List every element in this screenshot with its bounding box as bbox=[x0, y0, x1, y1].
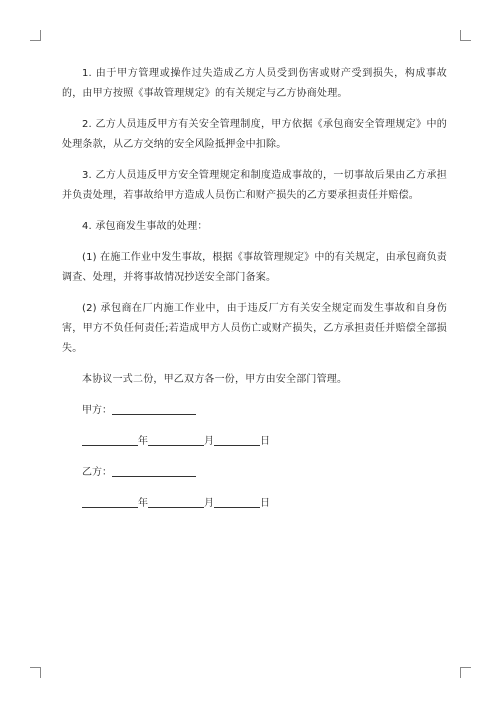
clause-1: 1. 由于甲方管理或操作过失造成乙方人员受到伤害或财产受到损失，构成事故的，由甲方按照《事故管理规定》的有关规定与乙方协商处理。 bbox=[62, 68, 447, 99]
clause-3: 3. 乙方人员违反甲方安全管理规定和制度造成事故的，一切事故后果由乙方承担并负责处理，若事故给甲方造成人员伤亡和财产损失的乙方要承担责任并赔偿。 bbox=[62, 170, 447, 201]
party-a-year-blank[interactable] bbox=[82, 432, 138, 446]
year-label: 年 bbox=[138, 498, 148, 509]
party-a-label: 甲方： bbox=[82, 405, 112, 416]
party-b-signature-line bbox=[62, 463, 447, 483]
clause-4-item-2: (2) 承包商在厂内施工作业中，由于违反厂方有关安全规定而发生事故和自身伤害，甲方不负任何责任;若造成甲方人员伤亡或财产损失，乙方承担责任并赔偿全部损失。 bbox=[62, 303, 447, 354]
document-body bbox=[62, 64, 447, 525]
party-b-date-line bbox=[62, 494, 447, 514]
month-label: 月 bbox=[204, 498, 214, 509]
clause-2: 2. 乙方人员违反甲方有关安全管理制度，甲方依据《承包商安全管理规定》中的处理条款，从乙方交纳的安全风险抵押金中扣除。 bbox=[62, 119, 447, 150]
day-label: 日 bbox=[260, 498, 270, 509]
clause-4-item-1: (1) 在施工作业中发生事故，根据《事故管理规定》中的有关规定，由承包商负责调查、处理，并将事故情况抄送安全部门备案。 bbox=[62, 252, 447, 283]
party-b-month-blank[interactable] bbox=[148, 494, 204, 508]
corner-mark-bottom-left bbox=[30, 667, 41, 678]
party-b-label: 乙方： bbox=[82, 467, 112, 478]
party-a-month-blank[interactable] bbox=[148, 432, 204, 446]
corner-mark-top-left bbox=[30, 30, 41, 41]
month-label: 月 bbox=[204, 436, 214, 447]
party-a-date-line bbox=[62, 432, 447, 452]
party-a-day-blank[interactable] bbox=[214, 432, 260, 446]
party-b-day-blank[interactable] bbox=[214, 494, 260, 508]
corner-mark-top-right bbox=[460, 30, 471, 41]
agreement-copies-note: 本协议一式二份，甲乙双方各一份，甲方由安全部门管理。 bbox=[82, 374, 348, 385]
party-b-year-blank[interactable] bbox=[82, 494, 138, 508]
clause-4-heading: 4. 承包商发生事故的处理： bbox=[82, 221, 208, 232]
day-label: 日 bbox=[260, 436, 270, 447]
party-a-name-blank[interactable] bbox=[112, 401, 196, 415]
party-a-signature-line bbox=[62, 401, 447, 421]
party-b-name-blank[interactable] bbox=[112, 463, 196, 477]
year-label: 年 bbox=[138, 436, 148, 447]
corner-mark-bottom-right bbox=[460, 667, 471, 678]
